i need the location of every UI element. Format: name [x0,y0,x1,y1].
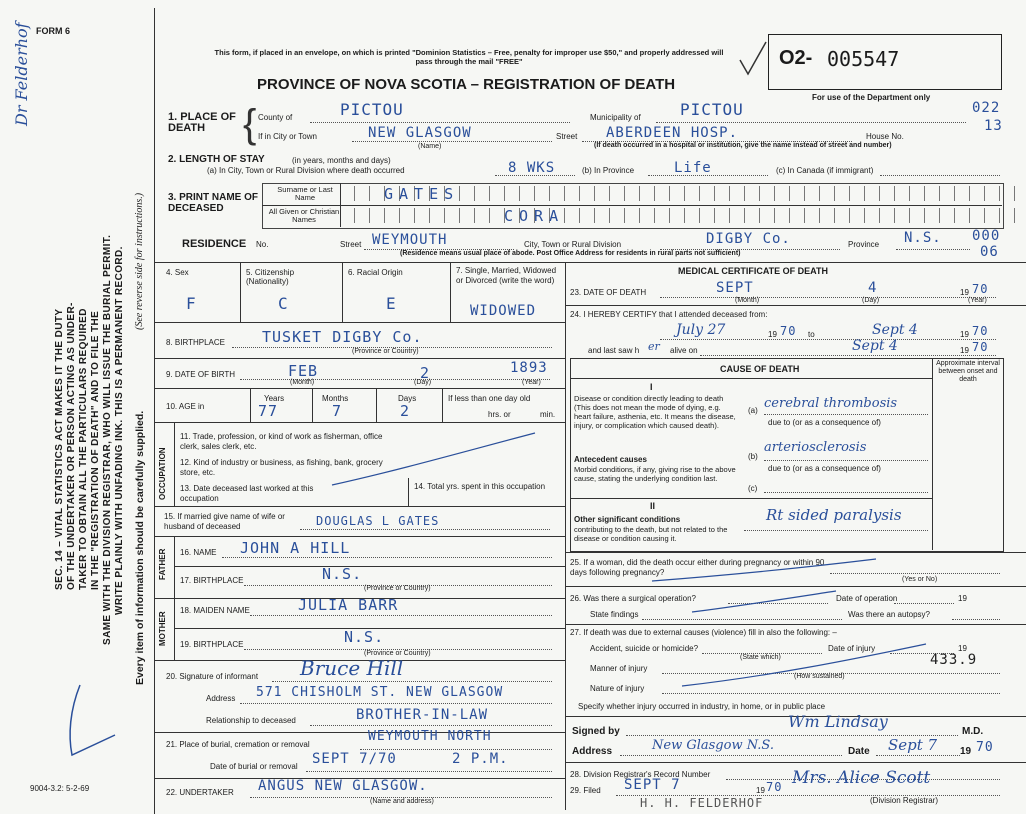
signed-by-label: Signed by [572,726,620,737]
classification-code: 433.9 [930,652,978,668]
name-grid-cell [445,208,460,223]
father-birthplace-sublabel: (Province or Country) [364,585,431,592]
name-grid-cell [610,208,625,223]
name-grid-cell [790,186,805,201]
name-grid-cell [430,208,445,223]
name-grid-cell [355,186,370,201]
cause-a-label: (a) [748,406,758,415]
residence-province-label: Province [848,240,880,249]
margin-signature: Dr Felderhof [12,22,31,126]
residence-note: (Residence means usual place of abode. Post Office Address for residents in rural parts not sufficient) [400,250,741,257]
burial-date-value: SEPT 7/70 [312,751,397,767]
street-label: Street [556,132,578,141]
side-instructions-1: SEC. 14 – VITAL STATISTICS ACT MAKES IT THE DUTY [54,308,65,590]
spouse-value: DOUGLAS L GATES [316,514,440,528]
occupation-q14: 14. Total yrs. spent in this occupation [414,482,546,491]
minutes-label: min. [540,410,556,419]
county-label: County of [258,113,293,122]
side-instructions-8: (See reverse side for instructions.) [134,192,145,330]
mother-name-value: JULIA BARR [298,596,399,614]
side-instructions-5: SAME WITH THE DIVISION REGISTRAR, WHO WILL ISSUE THE BURIAL PERMIT. [102,234,113,645]
under-one-day-label: If less than one day old [448,394,531,403]
nature-of-injury-label: Nature of injury [590,684,645,693]
check-mark [738,40,768,80]
last-year-value: 70 [972,340,989,354]
age-months-value: 7 [332,402,343,420]
print-code: 9004-3.2: 5-2-69 [30,784,90,793]
registration-number: 005547 [827,47,900,71]
name-grid-cell [745,208,760,223]
antecedent-text: Morbid conditions, if any, giving rise to the above cause, stating the underlying condition last. [574,465,736,483]
length-of-stay-label: 2. LENGTH OF STAY [168,154,265,165]
stay-a-value: 8 WKS [508,160,556,176]
name-grid-cell [580,186,595,201]
citizenship-value: C [278,294,289,313]
name-grid-cell [550,186,565,201]
name-grid-cell [745,186,760,201]
age-label: 10. AGE in [166,402,205,411]
name-grid-cell [715,186,730,201]
stay-b-label: (b) In Province [582,166,635,175]
physician-year-value: 70 [976,740,994,755]
age-days-value: 2 [400,402,411,420]
name-grid-cell [490,186,505,201]
cause-a-value: cerebral thrombosis [764,396,898,411]
registrar-record-label: 28. Division Registrar's Record Number [570,770,711,779]
hours-label: hrs. or [488,410,511,419]
age-months-label: Months [322,394,349,403]
name-grid-cell [1000,186,1015,201]
date-of-death-label: 23. DATE OF DEATH [570,288,647,297]
name-grid-cell [385,208,400,223]
age-days-label: Days [398,394,417,403]
name-grid-cell [685,186,700,201]
external-causes-question: 27. If death was due to external causes (violence) fill in also the following: – [570,628,837,637]
name-grid-cell [655,186,670,201]
to-year-value: 70 [972,324,989,338]
direct-cause-label: Disease or condition directly leading to death (This does not mean the mode of dying, e.g. heart failure, asthenia, etc. It means the disease, injury, or complication which caused death). [574,394,736,430]
city-value: NEW GLASGOW [368,125,472,141]
given-names-value: CORA [504,207,565,225]
name-grid-cell [460,186,475,201]
death-year-sublabel: (Year) [968,297,987,304]
name-grid-cell [880,208,895,223]
surgical-operation-question: 26. Was there a surgical operation? [570,594,696,603]
given-names-label: All Given or Christian Names [268,207,340,224]
sex-label: 4. Sex [166,268,189,277]
municipality-label: Municipality of [590,113,641,122]
to-year-prefix: 19 [960,330,969,339]
name-grid-cell [805,208,820,223]
age-years-value: 77 [258,402,279,420]
name-grid-cell [475,186,490,201]
mother-birthplace-value: N.S. [344,628,385,646]
name-grid-cell [1000,208,1015,223]
name-grid-cell [700,208,715,223]
cause-c-label: (c) [748,484,758,493]
side-instructions-4: IN THE "REGISTRATION OF DEATH" AND TO FILE THE [90,310,101,590]
name-grid-cell [820,186,835,201]
middle-divider [565,262,566,810]
mother-name-label: 18. MAIDEN NAME [180,606,250,615]
name-grid-cell [655,208,670,223]
name-grid-cell [520,186,535,201]
alive-on-label: alive on [670,346,698,355]
name-grid-cell [490,208,505,223]
name-grid-cell [715,208,730,223]
name-grid-cell [625,186,640,201]
how-sustained-sublabel: (How sustained) [794,673,845,680]
burial-place-value: WEYMOUTH NORTH [368,729,492,744]
name-grid-cell [910,186,925,201]
father-birthplace-label: 17. BIRTHPLACE [180,576,244,585]
filed-label: 29. Filed [570,786,601,795]
informant-signature: Bruce Hill [300,656,404,680]
side-instructions-7: Every item of information should be carefully supplied. [134,410,146,685]
name-grid-cell [730,186,745,201]
surgery-strike [690,588,840,616]
birthplace-value: TUSKET DIGBY Co. [262,328,423,346]
envelope-note: This form, if placed in an envelope, on which is printed "Dominion Statistics – Free, penalty for improper use $50," and properly addressed will pass through the mail "FREE" [214,48,724,66]
side-instructions-3: TAKER TO OBTAIN ALL THE PARTICULARS REQUIRED [78,308,89,590]
stay-a-label: (a) In City, Town or Rural Division where death occurred [207,166,405,175]
name-grid-cell [400,208,415,223]
undertaker-sublabel: (Name and address) [370,798,434,805]
name-grid-cell [895,208,910,223]
name-grid-cell [595,186,610,201]
interval-header: Approximate interval between onset and death [936,360,1000,383]
name-grid-cell [865,208,880,223]
residence-no-label: No. [256,240,269,249]
from-year-value: 70 [780,324,797,338]
side-instructions-6: WRITE PLAINLY WITH UNFADING INK. THIS IS A PERMANENT RECORD. [114,246,125,615]
marital-status-label: 7. Single, Married, Widowed or Divorced (write the word) [456,266,557,285]
residence-city-label: City, Town or Rural Division [524,240,622,249]
occupation-q13: 13. Date deceased last worked at this occupation [180,484,314,503]
dob-day-sublabel: (Day) [414,379,432,386]
filing-stamp: H. H. FELDERHOF [640,796,764,810]
name-grid-cell [355,208,370,223]
registration-number-prefix: O2- [779,47,813,69]
undertaker-value: ANGUS NEW GLASGOW. [258,778,428,794]
margin-scribble [60,680,130,760]
pregnancy-question: 25. If a woman, did the death occur either during pregnancy or within 90 days following pregnancy? [570,558,825,577]
residence-street-label: Street [340,240,362,249]
residence-street-value: WEYMOUTH [372,232,448,248]
name-grid-cell [730,208,745,223]
accident-label: Accident, suicide or homicide? [590,644,699,653]
dob-year-value: 1893 [510,360,548,376]
father-birthplace-value: N.S. [322,565,363,583]
from-year-prefix: 19 [768,330,777,339]
operation-date-label: Date of operation [836,594,898,603]
death-day-sublabel: (Day) [862,297,880,304]
due-to-b: due to (or as a consequence of) [768,464,881,473]
death-month-value: SEPT [716,280,754,296]
house-number-label: House No. [866,132,904,141]
informant-address-value: 571 CHISHOLM ST. NEW GLASGOW [256,685,504,700]
physician-address-value: New Glasgow N.S. [652,738,774,753]
roman-one: I [650,382,653,392]
spouse-label: 15. If married give name of wife or husband of deceased [164,512,285,531]
md-label: M.D. [962,726,984,737]
physician-year-prefix: 19 [960,746,972,757]
name-grid-cell [475,208,490,223]
surname-label: Surname or Last Name [277,185,333,202]
department-code-1: 022 [972,100,1001,116]
hospital-note: (If death occurred in a hospital or institution, give the name instead of street and number) [594,142,892,149]
dob-day-value: 2 [420,364,431,382]
injury-location-label: Specify whether injury occurred in industry, in home, or in public place [578,702,826,711]
relationship-value: BROTHER-IN-LAW [356,707,489,723]
name-grid-cell [370,208,385,223]
name-grid-cell [865,186,880,201]
date-of-birth-label: 9. DATE OF BIRTH [166,370,236,379]
residence-label: RESIDENCE [182,238,247,250]
medical-certificate-header: MEDICAL CERTIFICATE OF DEATH [678,266,828,276]
residence-province-value: N.S. [904,230,942,246]
yes-no-sublabel: (Yes or No) [902,576,938,583]
cause-b-value: arteriosclerosis [764,440,867,455]
name-grid-cell [985,186,1000,201]
name-grid-cell [1015,186,1026,201]
name-grid-cell [880,186,895,201]
name-grid-cell [340,208,355,223]
due-to-a: due to (or as a consequence of) [768,418,881,427]
city-name-sublabel: (Name) [418,143,442,150]
name-grid-cell [940,186,955,201]
name-grid-cell [925,186,940,201]
name-grid-cell [505,186,520,201]
name-grid-cell [460,208,475,223]
attended-from-value: July 27 [676,322,726,338]
name-grid-cell [910,208,925,223]
deceased-name-label: 3. PRINT NAME OF DECEASED [168,192,259,214]
municipality-value: PICTOU [680,100,744,119]
pregnancy-strike [650,555,880,585]
name-grid-cell [1015,208,1026,223]
last-year-prefix: 19 [960,346,969,355]
to-label: to [808,330,815,339]
state-which-sublabel: (State which) [740,654,781,661]
department-use-label: For use of the Department only [812,93,931,102]
form-number: FORM 6 [36,26,71,36]
occupation-strike [330,430,540,490]
name-grid-cell [850,208,865,223]
manner-of-injury-label: Manner of injury [590,664,648,673]
autopsy-question: Was there an autopsy? [848,610,930,619]
external-causes-strike [680,640,930,690]
department-code-2: 13 [984,118,1003,134]
physician-address-label: Address [572,746,613,757]
other-conditions-text: contributing to the death, but not related to the disease or condition causing it. [574,525,728,543]
dob-month-value: FEB [288,362,319,380]
name-grid-cell [835,186,850,201]
name-grid-cell [415,208,430,223]
burial-date-label: Date of burial or removal [210,762,298,771]
name-grid-cell [640,186,655,201]
name-grid-cell [850,186,865,201]
undertaker-label: 22. UNDERTAKER [166,788,234,797]
registration-number-box [768,34,1002,90]
death-month-sublabel: (Month) [735,297,760,304]
informant-address-label: Address [206,694,236,703]
name-grid-cell [595,208,610,223]
other-conditions-value: Rt sided paralysis [766,506,902,524]
occupation-side-label: OCCUPATION [158,447,167,500]
side-instructions-2: OF THE UNDERTAKER OR PERSON ACTING AS UNDER- [66,302,77,590]
county-value: PICTOU [340,100,404,119]
name-grid-cell [670,208,685,223]
place-brace: { [243,102,257,146]
physician-date-label: Date [848,746,870,757]
citizenship-label: 5. Citizenship (Nationality) [246,268,295,286]
injury-date-label: Date of injury [828,644,876,653]
informant-signature-label: 20. Signature of informant [166,672,259,681]
name-grid-cell [700,186,715,201]
street-value: ABERDEEN HOSP. [606,125,739,141]
name-grid-cell [985,208,1000,223]
name-grid-cell [895,186,910,201]
cause-of-death-header: CAUSE OF DEATH [720,364,800,374]
name-grid-cell [940,208,955,223]
burial-time-value: 2 P.M. [452,751,509,767]
mother-birthplace-label: 19. BIRTHPLACE [180,640,244,649]
other-conditions-label: Other significant conditions [574,515,681,524]
age-years-label: Years [264,394,285,403]
dob-year-sublabel: (Year) [522,379,541,386]
name-grid-cell [955,208,970,223]
division-registrar-sublabel: (Division Registrar) [870,796,939,805]
residence-city-value: DIGBY Co. [706,231,791,247]
dob-month-sublabel: (Month) [290,379,315,386]
attended-label: 24. I HEREBY CERTIFY that I attended deceased from: [570,310,768,319]
cause-b-label: (b) [748,452,758,461]
name-grid-cell [955,186,970,201]
last-seen-label: and last saw h [588,346,640,355]
name-grid-cell [925,208,940,223]
death-year-value: 70 [972,282,989,296]
burial-place-label: 21. Place of burial, cremation or removal [166,740,310,749]
antecedent-label: Antecedent causes [574,455,647,464]
name-grid-cell [565,186,580,201]
mother-side-label: MOTHER [158,611,167,646]
filed-year-prefix: 19 [756,786,765,795]
left-border [154,8,155,814]
name-grid-cell [760,186,775,201]
operation-year-prefix: 19 [958,594,967,603]
last-seen-mid: er [648,340,660,353]
state-findings-label: State findings [590,610,639,619]
mother-birthplace-sublabel: (Province or Country) [364,650,431,657]
name-grid-cell [835,208,850,223]
place-of-death-label: 1. PLACE OF DEATH [168,111,236,134]
sex-value: F [186,294,197,313]
stay-c-label: (c) In Canada (if immigrant) [776,166,874,175]
physician-signature: Wm Lindsay [788,712,888,731]
birthplace-label: 8. BIRTHPLACE [166,338,225,347]
racial-origin-value: E [386,294,397,313]
name-grid-cell [565,208,580,223]
form-title: PROVINCE OF NOVA SCOTIA – REGISTRATION OF DEATH [257,76,676,93]
city-label: If in City or Town [258,132,317,141]
name-grid-cell [670,186,685,201]
occupation-q11: 11. Trade, profession, or kind of work as fisherman, office clerk, sales clerk, etc. [180,432,383,451]
department-code-4: 06 [980,244,999,260]
name-grid-cell [970,186,985,201]
marital-status-value: WIDOWED [470,303,537,319]
stay-b-value: Life [674,160,712,176]
father-name-value: JOHN A HILL [240,539,351,557]
father-name-label: 16. NAME [180,548,217,557]
department-code-3: 000 [972,228,1001,244]
name-grid-cell [625,208,640,223]
name-grid-cell [775,186,790,201]
roman-two: II [650,501,656,511]
father-side-label: FATHER [158,548,167,580]
name-grid-cell [970,208,985,223]
name-grid-cell [610,186,625,201]
death-year-prefix: 19 [960,288,969,297]
name-grid-cell [685,208,700,223]
name-grid-cell [535,186,550,201]
name-grid-cell [790,208,805,223]
name-grid-cell [580,208,595,223]
filed-year-value: 70 [766,780,783,794]
birthplace-sublabel: (Province or Country) [352,348,419,355]
last-seen-value: Sept 4 [852,338,898,354]
name-grid-cell [640,208,655,223]
name-grid-cell [805,186,820,201]
name-grid-cell [760,208,775,223]
name-grid-cell [340,186,355,201]
occupation-q12: 12. Kind of industry or business, as fishing, bank, grocery store, etc. [180,458,383,477]
attended-to-value: Sept 4 [872,322,918,338]
death-day-value: 4 [868,280,878,296]
injury-year-prefix: 19 [958,644,967,653]
relationship-label: Relationship to deceased [206,716,296,725]
surname-value: GATES [384,185,460,203]
name-grid-cell [370,186,385,201]
racial-origin-label: 6. Racial Origin [348,268,403,277]
physician-date-value: Sept 7 [888,736,938,754]
name-grid-cell [820,208,835,223]
registrar-signature: Mrs. Alice Scott [792,768,931,788]
filed-date-value: SEPT 7 [624,777,681,793]
length-of-stay-sub: (in years, months and days) [292,156,391,165]
name-grid-cell [775,208,790,223]
